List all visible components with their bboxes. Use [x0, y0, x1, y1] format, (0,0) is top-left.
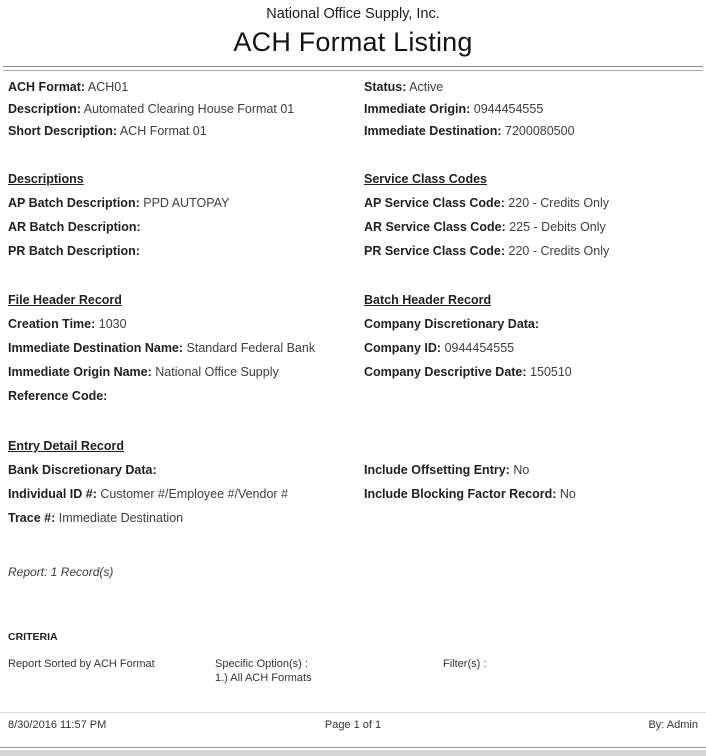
- page-title: ACH Format Listing: [233, 27, 473, 57]
- field-immediate-destination: [364, 120, 702, 142]
- field-label: Individual ID #:: [8, 487, 97, 501]
- header-divider: [3, 66, 703, 71]
- field-value: PPD AUTOPAY: [143, 196, 230, 210]
- descriptions-heading: Descriptions: [8, 172, 84, 186]
- field-value: ACH01: [87, 80, 129, 94]
- field-label: Immediate Origin Name:: [8, 365, 152, 379]
- file-header-column: [8, 288, 364, 408]
- field-ap-batch-description: [8, 191, 364, 215]
- section-file-batch-header: [8, 288, 702, 408]
- field-ach-format: [8, 76, 364, 98]
- report-footer: [0, 712, 706, 731]
- summary-right-column: [364, 76, 702, 142]
- criteria-filters: Filter(s) :: [443, 658, 487, 670]
- field-label: AR Batch Description:: [8, 220, 141, 234]
- field-individual-id: [8, 482, 364, 506]
- criteria-specific-options: [215, 658, 443, 685]
- field-short-description: [8, 120, 364, 142]
- company-name: National Office Supply, Inc.: [266, 6, 440, 22]
- field-label: Immediate Destination:: [364, 124, 502, 138]
- field-label: Status:: [364, 80, 407, 94]
- field-label: Creation Time:: [8, 317, 96, 331]
- field-value: 0944454555: [473, 102, 544, 116]
- summary-left-column: [8, 76, 364, 142]
- field-label: Include Offsetting Entry:: [364, 463, 510, 477]
- entry-detail-record-heading: Entry Detail Record: [8, 439, 125, 453]
- field-immediate-destination-name: [8, 336, 364, 360]
- field-value: Customer #/Employee #/Vendor #: [100, 487, 288, 501]
- field-include-offsetting-entry: [364, 458, 702, 482]
- field-label: Include Blocking Factor Record:: [364, 487, 557, 501]
- field-status: [364, 76, 702, 98]
- field-company-discretionary-data: [364, 312, 702, 336]
- field-trace-number: [8, 506, 364, 530]
- field-label: Company Descriptive Date:: [364, 365, 527, 379]
- field-reference-code: [8, 384, 364, 408]
- batch-header-column: [364, 288, 702, 408]
- specific-options-label: Specific Option(s) :: [215, 658, 308, 670]
- field-value: No: [559, 487, 576, 501]
- field-label: Trace #:: [8, 511, 56, 525]
- field-ar-service-class-code: [364, 215, 702, 239]
- field-description: [8, 98, 364, 120]
- field-value: ACH Format 01: [119, 124, 207, 138]
- service-class-codes-heading: Service Class Codes: [364, 172, 487, 186]
- field-value: 150510: [530, 365, 572, 379]
- section-descriptions-service-codes: [8, 167, 702, 263]
- specific-options-value: 1.) All ACH Formats: [215, 671, 312, 684]
- section-summary: [8, 76, 702, 142]
- field-label: AR Service Class Code:: [364, 220, 506, 234]
- field-label: Immediate Origin:: [364, 102, 471, 116]
- field-company-id: [364, 336, 702, 360]
- file-header-record-heading: File Header Record: [8, 293, 122, 307]
- field-creation-time: [8, 312, 364, 336]
- field-label: Company Discretionary Data:: [364, 317, 540, 331]
- field-value: Standard Federal Bank: [186, 341, 316, 355]
- criteria-heading: CRITERIA: [8, 631, 58, 643]
- field-company-descriptive-date: [364, 360, 702, 384]
- bottom-divider-line: [0, 747, 706, 748]
- field-pr-batch-description: [8, 239, 364, 263]
- field-immediate-origin: [364, 98, 702, 120]
- field-value: No: [513, 463, 530, 477]
- field-label: Short Description:: [8, 124, 118, 138]
- field-label: Description:: [8, 102, 81, 116]
- field-label: ACH Format:: [8, 80, 86, 94]
- field-value: 0944454555: [444, 341, 515, 355]
- criteria-row: [8, 658, 702, 685]
- field-label: Reference Code:: [8, 389, 108, 403]
- field-immediate-origin-name: [8, 360, 364, 384]
- field-label: Immediate Destination Name:: [8, 341, 184, 355]
- entry-detail-left-column: [8, 434, 364, 530]
- field-label: Company ID:: [364, 341, 442, 355]
- descriptions-column: [8, 167, 364, 263]
- field-label: PR Batch Description:: [8, 244, 140, 258]
- record-count-note: Report: 1 Record(s): [8, 565, 114, 579]
- field-label: PR Service Class Code:: [364, 244, 506, 258]
- field-value: 220 - Credits Only: [508, 244, 610, 258]
- field-include-blocking-factor-record: [364, 482, 702, 506]
- field-ap-service-class-code: [364, 191, 702, 215]
- field-value: 1030: [98, 317, 127, 331]
- field-label: AP Service Class Code:: [364, 196, 505, 210]
- field-pr-service-class-code: [364, 239, 702, 263]
- batch-header-record-heading: Batch Header Record: [364, 293, 492, 307]
- field-value: Active: [409, 80, 444, 94]
- field-value: 225 - Debits Only: [509, 220, 606, 234]
- field-value: Automated Clearing House Format 01: [83, 102, 295, 116]
- field-value: 7200080500: [505, 124, 575, 138]
- field-value: 220 - Credits Only: [508, 196, 610, 210]
- field-label: Bank Discretionary Data:: [8, 463, 157, 477]
- field-value: Immediate Destination: [58, 511, 184, 525]
- service-class-codes-column: [364, 167, 702, 263]
- footer-printed-by: By: Admin: [648, 719, 698, 731]
- field-ar-batch-description: [8, 215, 364, 239]
- bottom-edge-band: [0, 750, 706, 756]
- footer-page-indicator: Page 1 of 1: [324, 719, 382, 731]
- entry-detail-right-column: [364, 434, 702, 530]
- field-value: National Office Supply: [155, 365, 279, 379]
- field-bank-discretionary-data: [8, 458, 364, 482]
- report-header: [0, 6, 706, 58]
- field-label: AP Batch Description:: [8, 196, 140, 210]
- section-entry-detail: [8, 434, 702, 530]
- spacer: [364, 434, 702, 458]
- footer-timestamp: 8/30/2016 11:57 PM: [8, 719, 107, 731]
- criteria-sorted-by: Report Sorted by ACH Format: [8, 658, 155, 670]
